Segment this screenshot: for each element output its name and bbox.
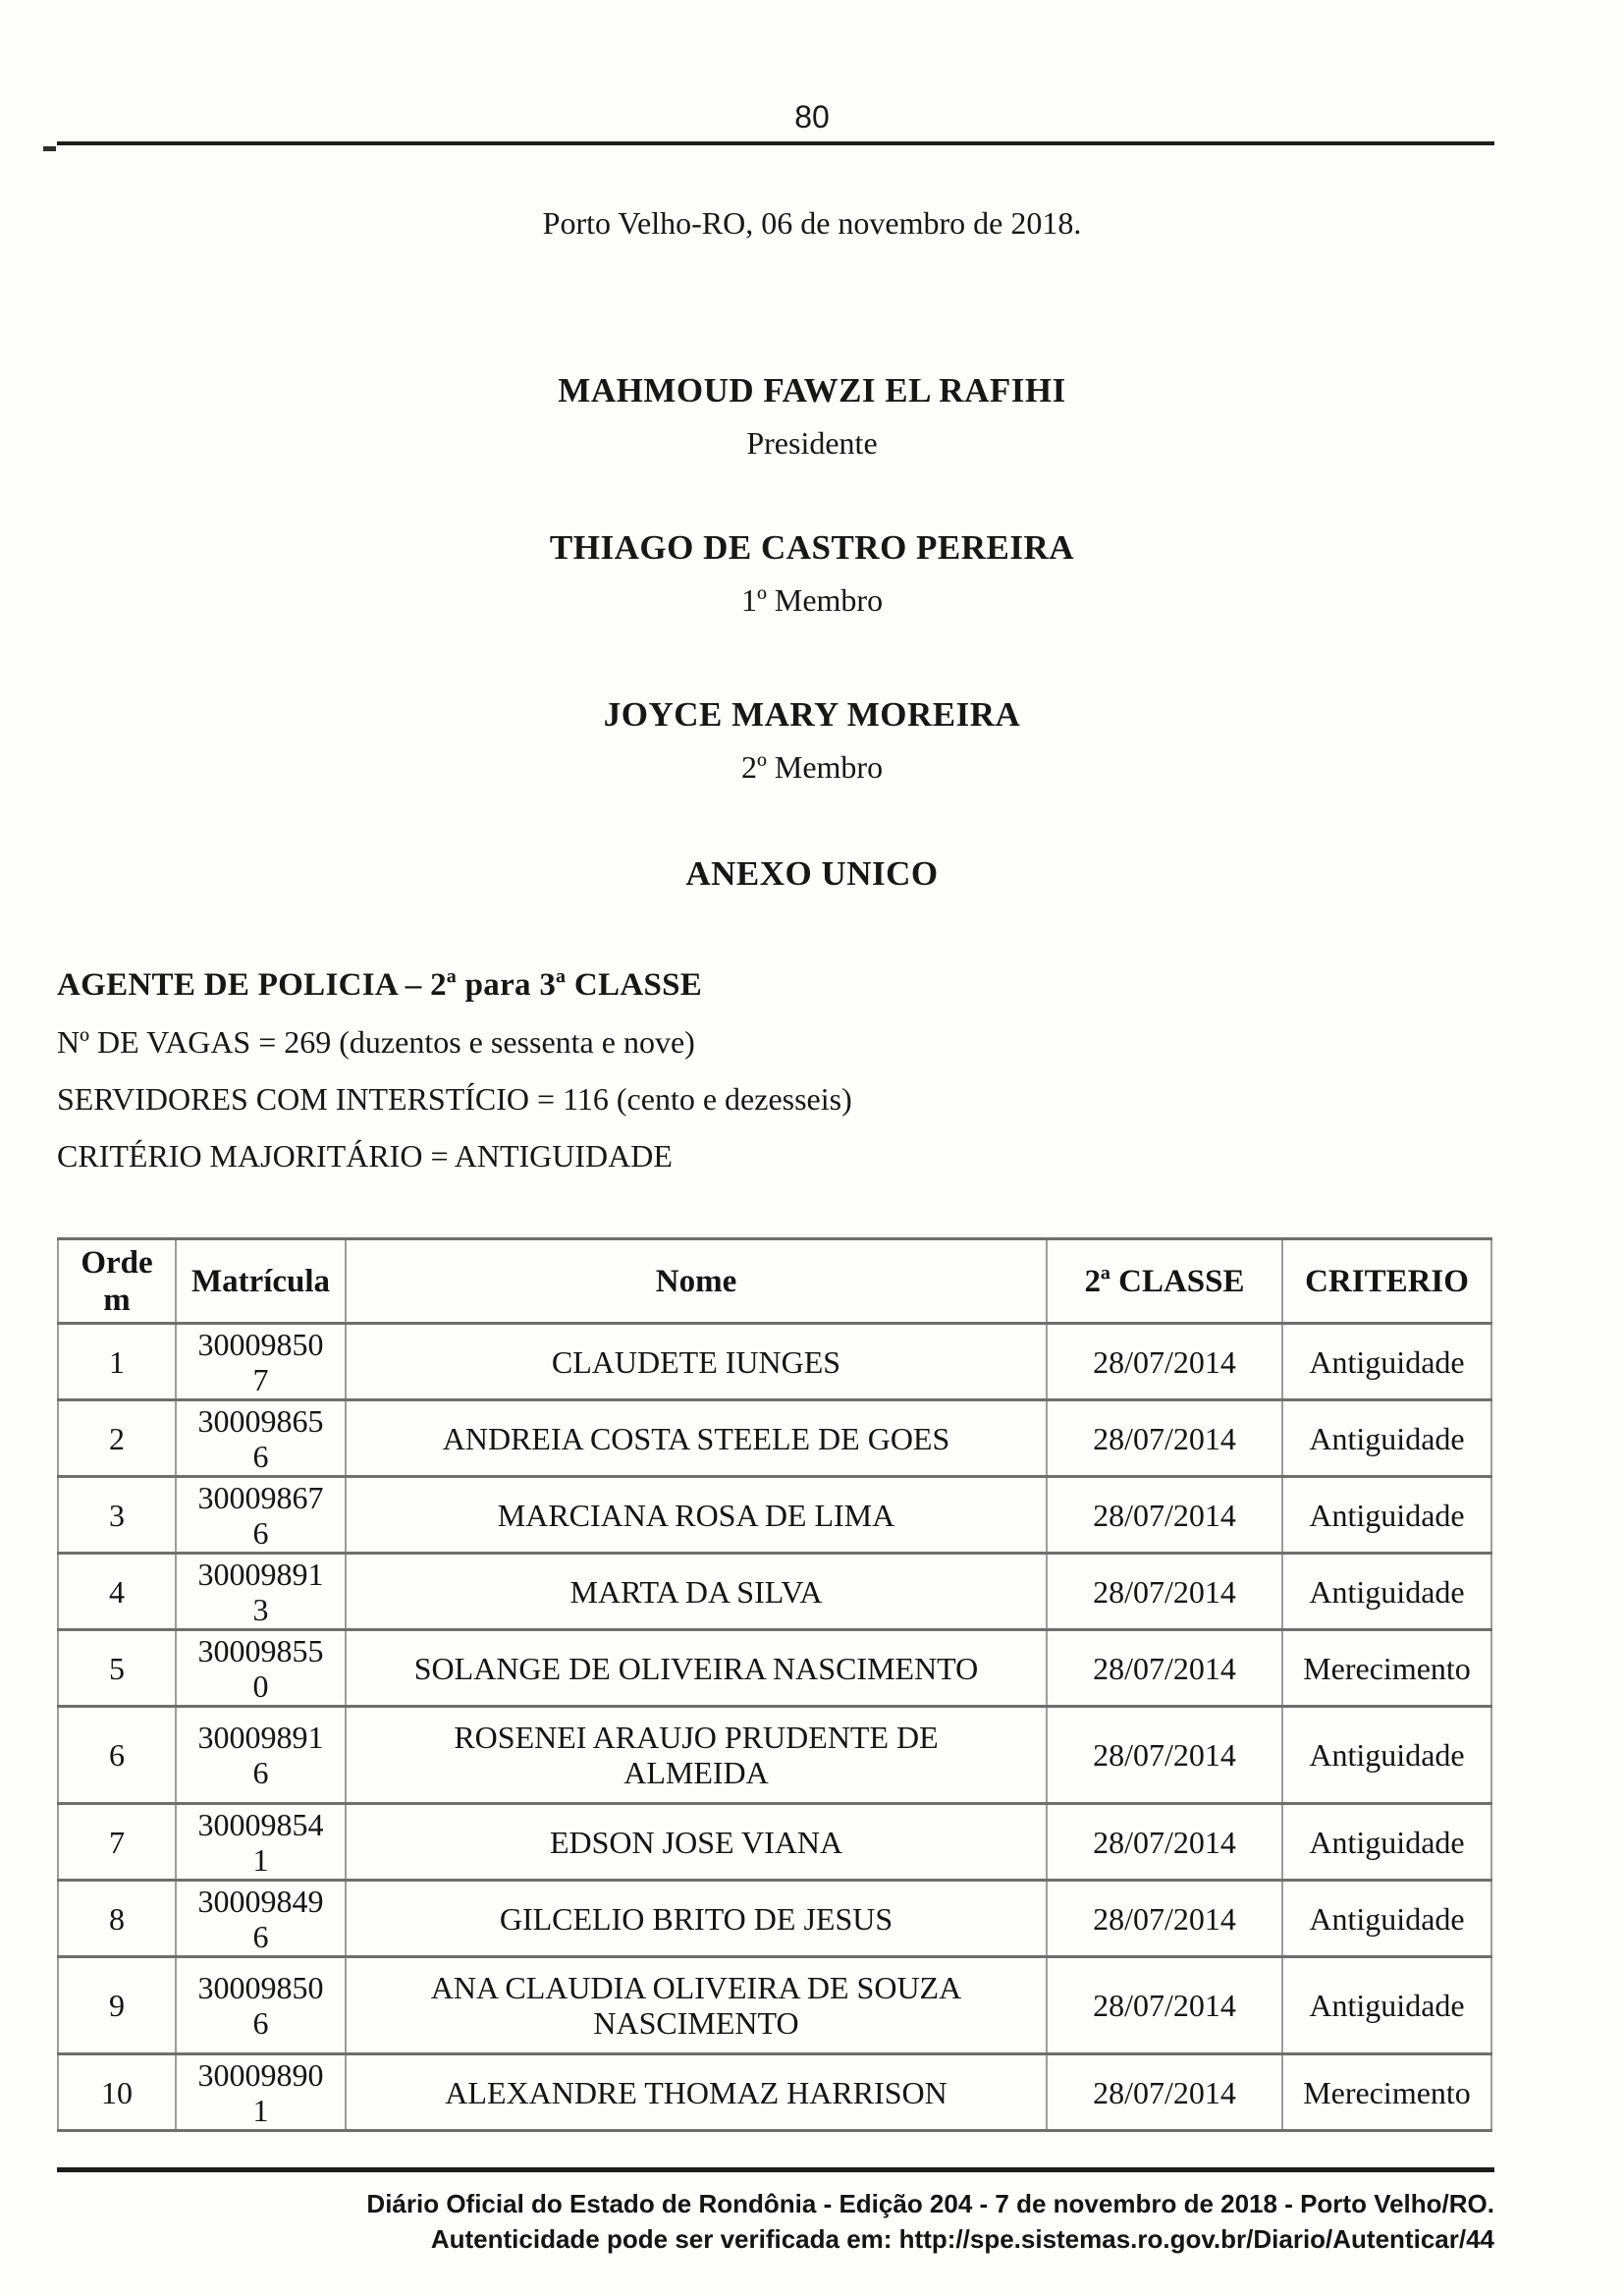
position-heading: AGENTE DE POLICIA – 2ª para 3ª CLASSE bbox=[57, 967, 703, 1003]
cell-ordem: 7 bbox=[58, 1804, 176, 1881]
signature-role-membro-2: 2º Membro bbox=[740, 749, 884, 785]
table-row bbox=[58, 1477, 1491, 1554]
cell-matricula: 300098901 bbox=[176, 2054, 346, 2131]
cell-criterio: Antiguidade bbox=[1282, 1554, 1491, 1630]
info-line-intersticio: SERVIDORES COM INTERSTÍCIO = 116 (cento e dezesseis) bbox=[57, 1081, 852, 1117]
header-ordem: Ordem bbox=[58, 1239, 176, 1324]
cell-nome: MARTA DA SILVA bbox=[346, 1554, 1047, 1630]
info-line-vagas: Nº DE VAGAS = 269 (duzentos e sessenta e nove) bbox=[57, 1024, 695, 1060]
footer-rule bbox=[57, 2167, 1494, 2172]
table-row bbox=[58, 1707, 1491, 1804]
signature-name-membro-1: THIAGO DE CASTRO PEREIRA bbox=[549, 528, 1075, 567]
cell-classe: 28/07/2014 bbox=[1047, 1957, 1282, 2054]
cell-criterio: Antiguidade bbox=[1282, 1804, 1491, 1881]
cell-ordem: 8 bbox=[58, 1881, 176, 1957]
cell-criterio: Merecimento bbox=[1282, 2054, 1491, 2131]
signature-name-presidente: MAHMOUD FAWZI EL RAFIHI bbox=[558, 371, 1066, 410]
vacancy-info-block bbox=[57, 957, 1494, 1184]
cell-ordem: 4 bbox=[58, 1554, 176, 1630]
cell-criterio: Antiguidade bbox=[1282, 1400, 1491, 1477]
page-number: 80 bbox=[794, 99, 830, 135]
cell-matricula: 300098496 bbox=[176, 1881, 346, 1957]
header-nome: Nome bbox=[346, 1239, 1047, 1324]
table-row bbox=[58, 1804, 1491, 1881]
footer-authenticity-line: Autenticidade pode ser verificada em: http://spe.sistemas.ro.gov.br/Diario/Autenticar/44 bbox=[430, 2224, 1494, 2254]
cell-nome: ANDREIA COSTA STEELE DE GOES bbox=[346, 1400, 1047, 1477]
table-row bbox=[58, 1324, 1491, 1400]
cell-matricula: 300098916 bbox=[176, 1707, 346, 1804]
signature-role-membro-1: 1º Membro bbox=[740, 582, 884, 618]
cell-matricula: 300098550 bbox=[176, 1630, 346, 1707]
cell-nome: MARCIANA ROSA DE LIMA bbox=[346, 1477, 1047, 1554]
cell-criterio: Antiguidade bbox=[1282, 1957, 1491, 2054]
cell-classe: 28/07/2014 bbox=[1047, 1881, 1282, 1957]
gazette-footer bbox=[57, 2186, 1494, 2257]
table-row bbox=[58, 1957, 1491, 2054]
cell-criterio: Merecimento bbox=[1282, 1630, 1491, 1707]
info-line-criterio: CRITÉRIO MAJORITÁRIO = ANTIGUIDADE bbox=[57, 1138, 673, 1174]
cell-ordem: 3 bbox=[58, 1477, 176, 1554]
cell-classe: 28/07/2014 bbox=[1047, 1554, 1282, 1630]
cell-classe: 28/07/2014 bbox=[1047, 1707, 1282, 1804]
cell-classe: 28/07/2014 bbox=[1047, 1324, 1282, 1400]
cell-ordem: 6 bbox=[58, 1707, 176, 1804]
cell-criterio: Antiguidade bbox=[1282, 1707, 1491, 1804]
cell-nome: CLAUDETE IUNGES bbox=[346, 1324, 1047, 1400]
cell-ordem: 10 bbox=[58, 2054, 176, 2131]
cell-nome: ROSENEI ARAUJO PRUDENTE DE ALMEIDA bbox=[346, 1707, 1047, 1804]
cell-classe: 28/07/2014 bbox=[1047, 1400, 1282, 1477]
cell-classe: 28/07/2014 bbox=[1047, 2054, 1282, 2131]
cell-matricula: 300098541 bbox=[176, 1804, 346, 1881]
cell-nome: EDSON JOSE VIANA bbox=[346, 1804, 1047, 1881]
cell-ordem: 9 bbox=[58, 1957, 176, 2054]
table-row bbox=[58, 1881, 1491, 1957]
cell-matricula: 300098913 bbox=[176, 1554, 346, 1630]
table-row bbox=[58, 1400, 1491, 1477]
table-row bbox=[58, 1554, 1491, 1630]
cell-nome: ANA CLAUDIA OLIVEIRA DE SOUZA NASCIMENTO bbox=[346, 1957, 1047, 2054]
footer-edition-line: Diário Oficial do Estado de Rondônia - Edição 204 - 7 de novembro de 2018 - Porto Velho/RO. bbox=[366, 2189, 1494, 2218]
header-matricula: Matrícula bbox=[176, 1239, 346, 1324]
cell-ordem: 5 bbox=[58, 1630, 176, 1707]
cell-classe: 28/07/2014 bbox=[1047, 1804, 1282, 1881]
cell-nome: GILCELIO BRITO DE JESUS bbox=[346, 1881, 1047, 1957]
table-header-row bbox=[58, 1239, 1491, 1324]
cell-criterio: Antiguidade bbox=[1282, 1881, 1491, 1957]
cell-classe: 28/07/2014 bbox=[1047, 1477, 1282, 1554]
cell-criterio: Antiguidade bbox=[1282, 1324, 1491, 1400]
cell-matricula: 300098506 bbox=[176, 1957, 346, 2054]
cell-nome: SOLANGE DE OLIVEIRA NASCIMENTO bbox=[346, 1630, 1047, 1707]
cell-matricula: 300098507 bbox=[176, 1324, 346, 1400]
cell-ordem: 1 bbox=[58, 1324, 176, 1400]
scan-artifact-dash bbox=[43, 146, 56, 151]
cell-criterio: Antiguidade bbox=[1282, 1477, 1491, 1554]
table-row bbox=[58, 2054, 1491, 2131]
cell-matricula: 300098676 bbox=[176, 1477, 346, 1554]
date-line: Porto Velho-RO, 06 de novembro de 2018. bbox=[542, 205, 1082, 241]
cell-nome: ALEXANDRE THOMAZ HARRISON bbox=[346, 2054, 1047, 2131]
cell-ordem: 2 bbox=[58, 1400, 176, 1477]
cell-matricula: 300098656 bbox=[176, 1400, 346, 1477]
header-classe: 2ª CLASSE bbox=[1047, 1239, 1282, 1324]
table-row bbox=[58, 1630, 1491, 1707]
promotion-table bbox=[57, 1237, 1492, 2132]
cell-classe: 28/07/2014 bbox=[1047, 1630, 1282, 1707]
annex-title: ANEXO UNICO bbox=[685, 854, 939, 893]
top-rule bbox=[57, 141, 1494, 145]
header-criterio: CRITERIO bbox=[1282, 1239, 1491, 1324]
signature-role-presidente: Presidente bbox=[746, 425, 878, 461]
signature-name-membro-2: JOYCE MARY MOREIRA bbox=[603, 695, 1021, 734]
